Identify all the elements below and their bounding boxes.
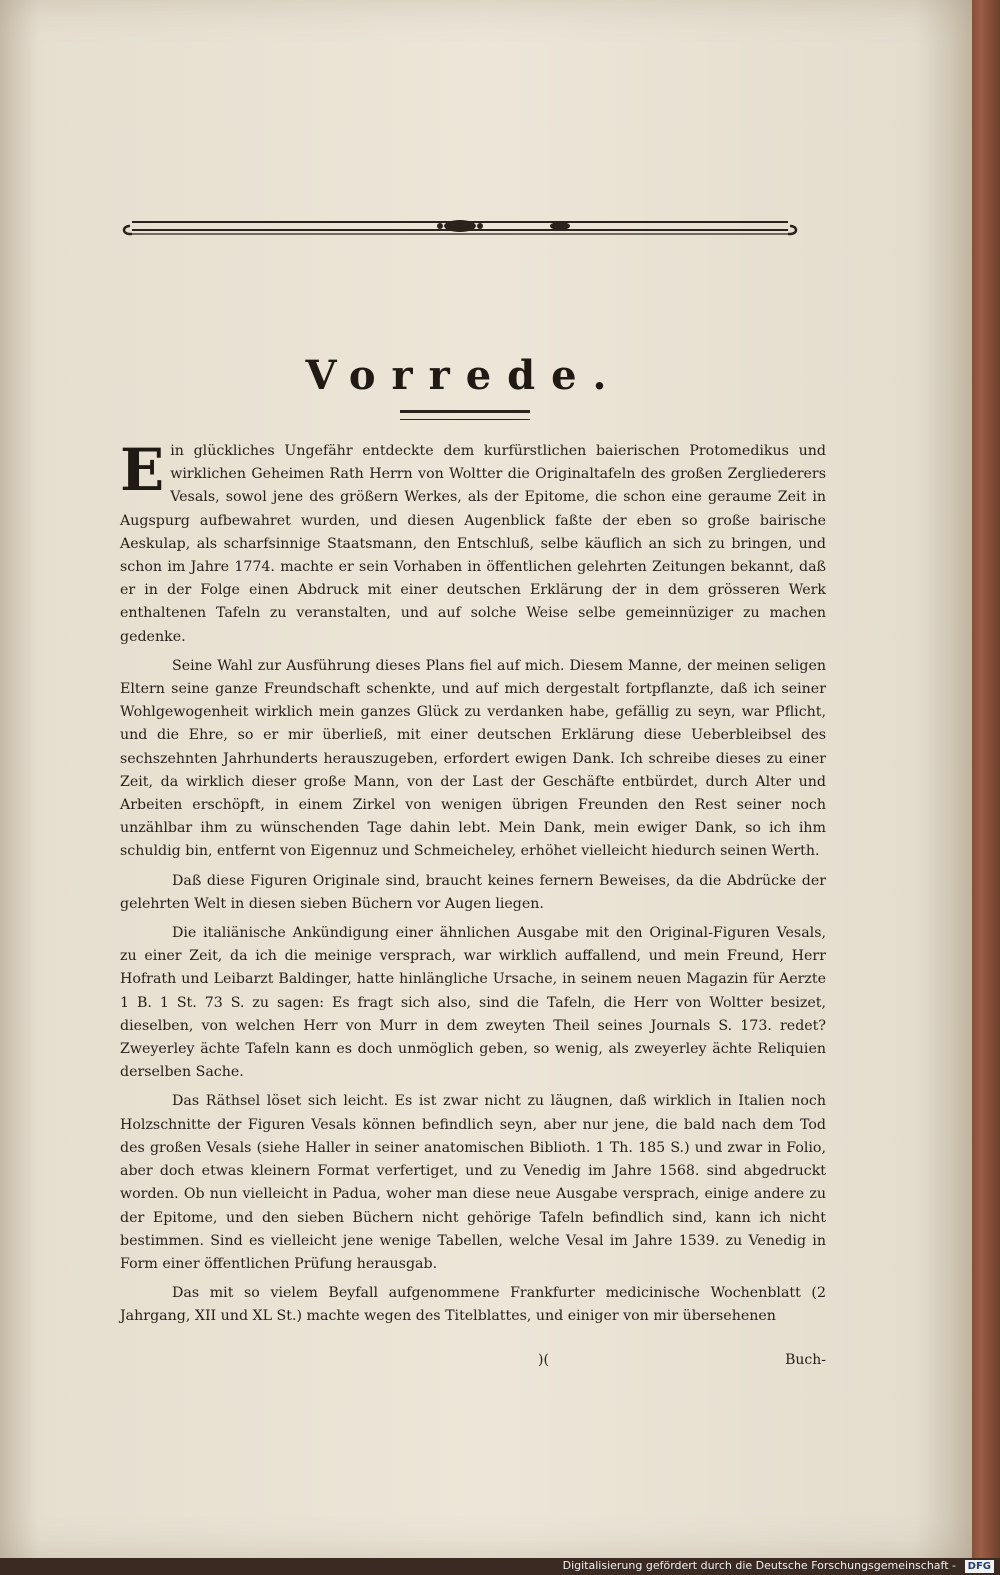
page-footer-marks (120, 1352, 826, 1376)
paragraph-2: Seine Wahl zur Ausführung dieses Plans fiel auf mich. Diesem Manne, der meinen seligen Eltern seine ganze Freundschaft schenkte, und auf mich dergestalt fortpflanzte, daß ich seiner Wohlgewogenheit wirklich mein ganzes Glück zu verdanken habe, gefällig zu seyn, war Pflicht, und die Ehre, so er mir überließ, mit einer deutschen Erklärung diese Ueberbleibsel des sechszehnten Jahrhunderts herauszugeben, erfordert ewigen Dank. Ich schreibe dieses zu einer Zeit, da wirklich dieser große Mann, von der Last der Geschäfte entbürdet, durch Alter und Arbeiten erschöpft, in einem Zirkel von wenigen übrigen Freunden den Rest seiner noch unzählbar ihm zu wünschenden Tage dahin lebt. Mein Dank, mein ewiger Dank, so ich ihm schuldig bin, entfernt von Eigennuz und Schmeicheley, erhöhet vielleicht hiedurch seinen Werth. (120, 657, 826, 860)
paragraph-3: Daß diese Figuren Originale sind, braucht keines fernern Beweises, da die Abdrücke der gelehrten Welt in diesen sieben Büchern vor Augen liegen. (120, 872, 826, 912)
paragraph-5: Das Räthsel löset sich leicht. Es ist zwar nicht zu läugnen, daß wirklich in Italien noch Holzschnitte der Figuren Vesals können befindlich seyn, aber nur jene, die bald nach dem Tod des großen Vesals (siehe Haller in seiner anatomischen Biblioth. 1 Th. 185 S.) und zwar in Folio, aber doch etwas kleinern Format verfertiget, und zu Venedig im Jahre 1568. sind abgedruckt worden. Ob nun vielleicht in Padua, woher man diese neue Ausgabe versprach, einige andere zu der Epitome, und den sieben Büchern nicht gehörige Tafeln befindlich sind, kann ich nicht bestimmen. Sind es vielleicht jene wenige Tabellen, welche Vesal im Jahre 1539. zu Venedig in Form einer öffentlichen Prüfung herausgab. (120, 1093, 826, 1272)
dfg-logo-icon: DFG (965, 1560, 994, 1573)
ornamental-rule (120, 212, 800, 242)
signature-mark: )( (538, 1352, 549, 1368)
paragraph-6: Das mit so vielem Beyfall aufgenommene Frankfurter medicinische Wochenblatt (2 Jahrgang, XII und XL St.) machte wegen des Titelblattes, und einiger von mir übersehenen (120, 1285, 826, 1325)
paragraph-1 (120, 436, 826, 649)
catchword: Buch- (785, 1352, 826, 1368)
funding-credit: Digitalisierung gefördert durch die Deutsche Forschungsgemeinschaft - (562, 1559, 956, 1572)
title-underline (400, 410, 530, 420)
paragraph-text: in glückliches Ungefähr entdeckte dem kurfürstlichen baierischen Protomedikus und wirklichen Geheimen Rath Herrn von Woltter die Originaltafeln des großen Zergliederers Vesals, sowol jene des größern Werkes, als der Epitome, die schon eine geraume Zeit in Augspurg aufbewahret wurden, und diesen Augenblick faßte der eben so große bairische Aeskulap, als scharfsinnige Staatsmann, den Entschluß, selbe käuflich an sich zu bringen, und schon im Jahre 1774. machte er sein Vorhaben in öffentlichen gelehrten Zeitungen bekannt, daß er in der Folge einen Abdruck mit einer deutschen Erklärung der in dem grösseren Werk enthaltenen Tafeln zu veranstalten, und auf solche Weise selbe gemeinnüziger zu machen gedenke. (120, 443, 826, 645)
page-title: Vorrede. (305, 352, 623, 399)
initial-letter: E (120, 436, 165, 504)
book-binding-edge (968, 0, 1000, 1575)
paragraph-4: Die italiänische Ankündigung einer ähnlichen Ausgabe mit den Original-Figuren Vesals, zu einer Zeit, da ich die meinige versprach, war wirklich auffallend, und mein Freund, Herr Hofrath und Leibarzt Baldinger, hatte hinlängliche Ursache, in seinem neuen Magazin für Aerzte 1 B. 1 St. 73 S. zu sagen: Es fragt sich also, sind die Tafeln, die Herr von Woltter besizet, dieselben, von welchen Herr von Murr in dem zweyten Theil seines Journals S. 173. redet? Zweyerley ächte Tafeln kann es doch unmöglich geben, so wenig, als zweyerley ächte Reliquien derselben Sache. (120, 925, 826, 1081)
preface-text (120, 436, 826, 1335)
